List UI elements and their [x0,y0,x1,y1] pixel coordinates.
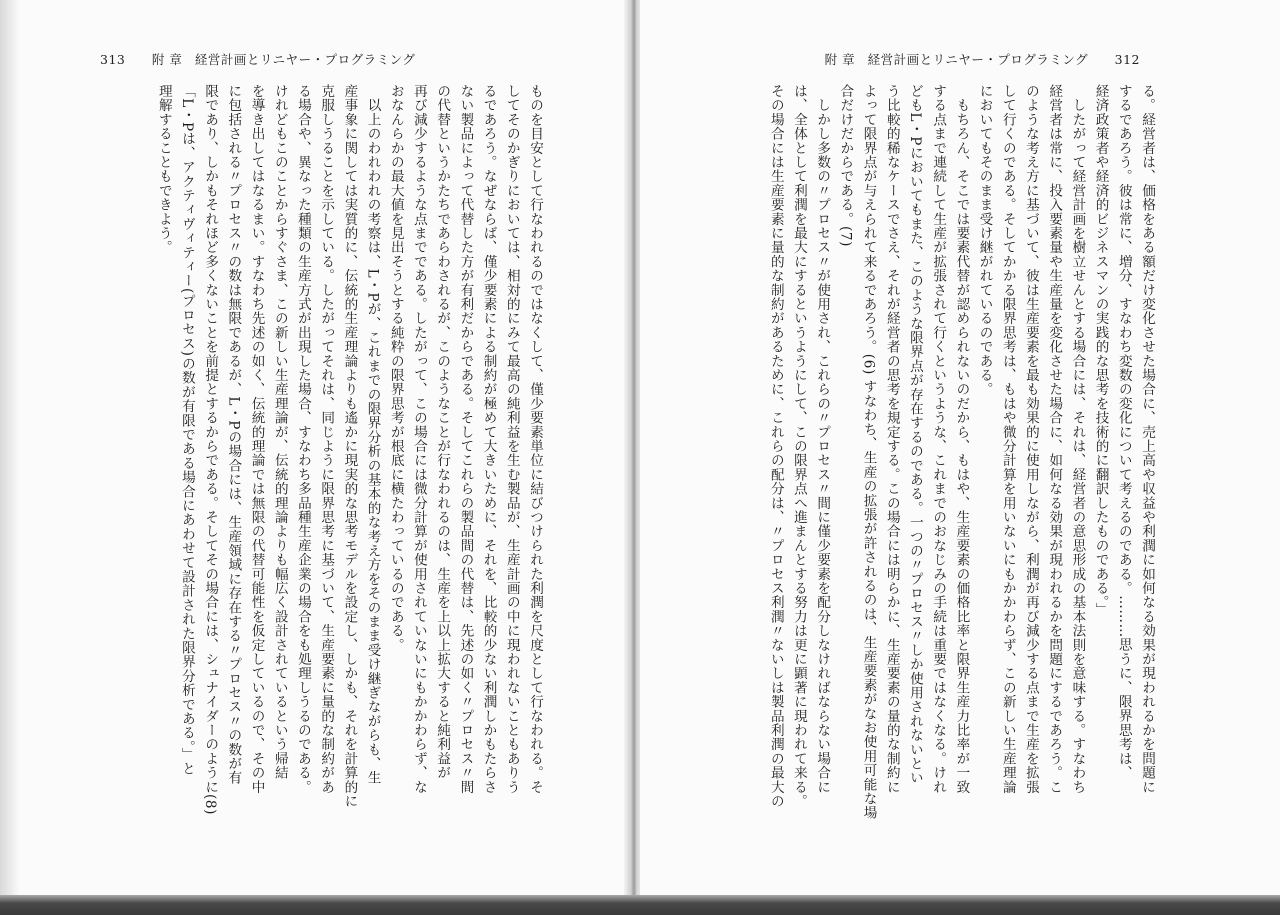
text-line: 経済政策者や経済的ビジネスマンの実践的な思考を技術的に翻訳したものである。」 [1092,84,1109,617]
text-line: どもL・Pにおいてもまた、このような限界点が存在するのである。一つの〃プロセス〃しか使用されないとい [906,84,923,785]
right-page [640,0,1280,905]
text-line: 合だけだからである。(7) [837,84,854,248]
left-page [0,0,628,905]
text-line: 理解することもできよう。 [155,84,172,255]
text-line: する点まで連続して生産が拡張されて行くというような、これまでのおなじみの手続は重要ではなくなる。けれ [930,84,947,794]
text-line: したがって経営計画を樹立せんとする場合には、それは、経営者の意思形成の基本法則を意味する。すなわち [1069,84,1086,794]
text-line: るであろう。なぜならば、僅少要素による制約が極めて大きいために、それを、比較的少ない利潤しかもたらさ [480,84,497,794]
text-line: その場合には生産要素に量的な制約があるために、これらの配分は、〃プロセス利潤〃ないしは製品利潤の最大の [767,84,784,809]
left-body-text [152,84,546,816]
text-line: 克服しうることを示している。したがってそれは、同じように限界思考に基づいて、生産要素に量的な制約があ [318,84,335,794]
text-line: もちろん、そこでは要素代替が認められないのだから、もはや、生産要素の価格比率と限界生産力比率が一致 [953,84,970,794]
text-line: するであろう。彼は常に、増分、すなわち変数の変化について考えるのである。………思うに、限界思考は、 [1115,84,1132,780]
page-edge-shadow [0,0,20,905]
text-line: においてもそのまま受け継がれているのである。 [976,84,993,397]
left-page-number: 313 [100,52,126,67]
text-line: を導き出してはなるまい。すなわち先述の如く、伝統的理論では無限の代替可能性を仮定しているので、その中 [248,84,265,794]
right-running-title: 経営計画とリニヤー・プログラミング [867,52,1089,67]
right-running-header [825,50,1162,68]
text-line: よって限界点が与えられて来るであろう。(6) すなわち、生産の拡張が許されるのは、生産要素がなお使用可能な場 [860,84,877,820]
text-line: は、全体として利潤を最大にするというようにして、この限界点へ進まんとする努力は更に顕著に現われて来る。 [790,84,807,809]
text-line: の代替というかたちであらわされるが、このようなことが行なわれるのは、生産を上以上拡大すると純利益が [434,84,451,780]
text-line: る。経営者は、価格をある額だけ変化させた場合に、売上高や収益や利潤に如何なる効果が現われるかを問題に [1139,84,1155,794]
text-line: ない製品によって代替した方が有利だからである。そしてこれらの製品間の代替は、先述の如く〃プロセス〃間 [457,84,474,794]
text-line: のような考え方に基づいて、彼は生産要素を最も効果的に使用しながら、利潤が再び減少する点まで生産を拡張 [1022,84,1039,794]
text-line: る場合や、異なった種類の生産方式が出現した場合、すなわち多品種生産企業の場合をも処理しうるのである。 [294,84,311,794]
text-line: 産事象に関しては実質的に、伝統的生産理論よりも遙かに現実的な思考モデルを設定し、しかも、それを計算的に [341,84,358,809]
right-page-number: 312 [1114,52,1140,67]
text-line: 以上のわれわれの考察は、L・Pが、これまでの限界分析の基本的な考え方をそのまま受け継ぎながらも、生 [364,84,381,785]
left-chapter-label: 附 章 [151,52,183,67]
text-line: ものを目安として行なわれるのではなくして、僅少要素単位に結びつけられた利潤を尺度として行なわれる。そ [527,84,543,794]
left-running-title: 経営計画とリニヤー・プログラミング [194,52,416,67]
right-chapter-label: 附 章 [824,52,856,67]
right-body-text [764,84,1158,820]
scanner-edge [0,895,1280,915]
text-line: してそのかぎりにおいては、相対的にみて最高の純利益を生む製品が、生産計画の中に現われないこともありう [503,84,520,794]
text-line: おなんらかの最大値を見出そうとする純粋の限界思考が根底に横たわっているのである。 [387,84,404,652]
text-line: 「L・Pは、アクティヴィティー(プロセス)の数が有限である場合にあわせて設計された限界分析である。」と [178,84,195,776]
text-line: 限であり、しかもそれほど多くないことを前提とするからである。そしてその場合には、シュナイダーのように(8) [202,84,219,816]
text-line: して行くのである。そしてかかる限界思考は、もはや微分計算を用いないにもかかわらず、この新しい生産理論 [999,84,1016,794]
text-line: 再び減少するような点までである。したがって、この場合には微分計算が使用されていないにもかかわらず、な [410,84,427,794]
left-running-header [78,50,415,68]
text-line: 経営者は常に、投入要素量や生産量を変化させた場合に、如何なる効果が現われるかを問題にするであろう。こ [1046,84,1063,794]
text-line: に包括される〃プロセス〃の数は無限であるが、L・Pの場合には、生産領域に存在する〃プロセス〃の数が有 [225,84,242,785]
text-line: う比較的稀なケースでさえ、それが経営者の思考を規定する。この場合には明らかに、生産要素の量的な制約に [883,84,900,794]
text-line: しかし多数の〃プロセス〃が使用され、これらの〃プロセス〃間に僅少要素を配分しなければならない場合に [814,84,831,794]
text-line: けれどもこのことからすぐさま、この新しい生産理論が、伝統的理論よりも幅広く設計されているという帰結 [271,84,288,780]
